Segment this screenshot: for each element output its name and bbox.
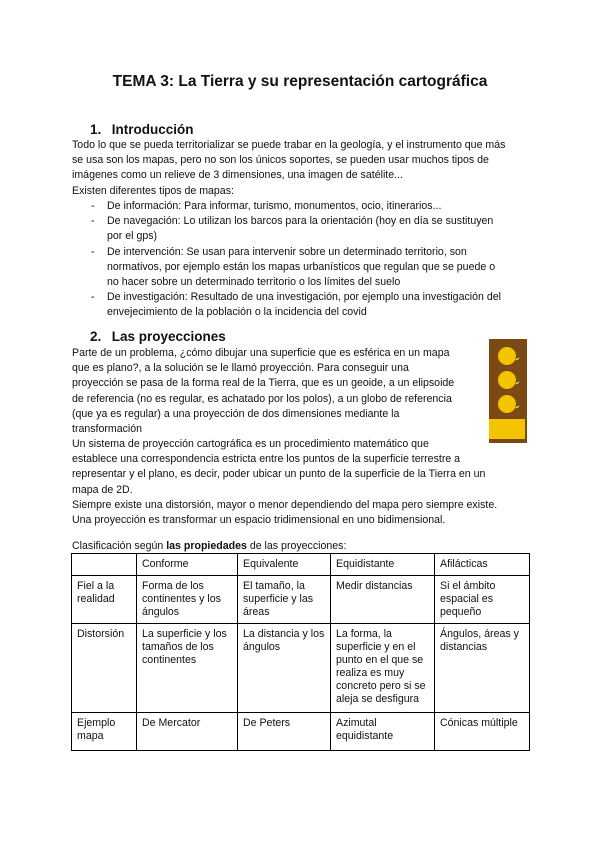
table-cell: Cónicas múltiple	[435, 713, 530, 751]
table-row	[72, 576, 530, 624]
table-cell: Azimutal equidistante	[331, 713, 435, 751]
table-header-cell: Conforme	[137, 554, 238, 576]
table-row	[72, 624, 530, 713]
section-title: Introducción	[111, 122, 194, 137]
list-intro: Existen diferentes tipos de mapas:	[72, 184, 234, 197]
table-cell: La superficie y los tamaños de los continentes	[137, 624, 238, 713]
text-line: Todo lo que se pueda territorializar se puede trabar en la geología, y el instrumento que más	[72, 139, 506, 151]
section-title: Las proyecciones	[111, 329, 226, 344]
table-cell: Si el ámbito espacial es pequeño	[435, 576, 530, 624]
table-cell: De Peters	[238, 713, 331, 751]
table-cell: Ejemplo mapa	[72, 713, 137, 751]
table-cell: Fiel a la realidad	[72, 576, 137, 624]
table-cell: La forma, la superficie y en el punto en el que se realiza es muy concreto pero si se aleja se desfigura	[331, 624, 435, 713]
table-cell: De Mercator	[137, 713, 238, 751]
section-number: 2.	[90, 329, 102, 344]
table-cell: El tamaño, la superficie y las áreas	[238, 576, 331, 624]
section-number: 1.	[90, 122, 102, 137]
table-cell: Medir distancias	[331, 576, 435, 624]
document-title: TEMA 3: La Tierra y su representación cartográfica	[112, 73, 488, 90]
text-line: imágenes como un relieve de 3 dimensiones, una imagen de satélite...	[72, 169, 403, 182]
table-header-cell: Afilácticas	[435, 554, 530, 576]
list-item: - De investigación: Resultado de una investigación, por ejemplo una investigación del envejecimiento de la población o la incidencia del covid	[91, 291, 501, 319]
projection-system-paragraph: Un sistema de proyección cartográfica es un procedimiento matemático que establece una correspondencia estricta entre los puntos de la superficie terrestre a representar y el plano, es decir, poder ubicar un punto de la superficie de la Tierra en un mapa de 2D. Siempre existe una distorsión, mayor o menor dependiendo del mapa pero siempre existe. Una proyección es transformar un espacio tridimensional en uno bidimensional.	[72, 438, 498, 527]
projection-paragraph: Parte de un problema, ¿cómo dibujar una superficie que es esférica en un mapa que es plano?, a la solución se le llamó proyección. Para conseguir una proyección se pasa de la forma real de la Tierra, que es un geoide, a un elipsoide de referencia (no es regular, es achatado por los polos), a un globo de referencia (que ya es regular) a una proyección de dos dimensiones mediante la transformación	[72, 347, 455, 436]
table-header-row	[72, 554, 530, 576]
table-row	[72, 713, 530, 751]
dash-bullet-icon: -	[91, 291, 95, 304]
list-item: - De información: Para informar, turismo, monumentos, ocio, itinerarios...	[72, 199, 527, 214]
projection-figure-icon	[487, 339, 529, 443]
text-line: se usa son los mapas, pero no son los únicos soportes, se pueden usar muchos tipos de	[72, 154, 489, 167]
table-cell: Forma de los continentes y los ángulos	[137, 576, 238, 624]
intro-paragraph	[72, 138, 527, 199]
table-header-cell: Equivalente	[238, 554, 331, 576]
section-heading-introduccion	[90, 122, 194, 137]
dash-bullet-icon: -	[91, 215, 95, 228]
table-header-cell: Equidistante	[331, 554, 435, 576]
map-types-list	[72, 199, 527, 321]
dash-bullet-icon: -	[91, 200, 95, 212]
section-heading-proyecciones	[90, 329, 226, 344]
list-item: - De navegación: Lo utilizan los barcos para la orientación (hoy en día se sustituyen por el gps)	[91, 215, 494, 243]
dash-bullet-icon: -	[91, 245, 95, 258]
table-cell: Ángulos, áreas y distancias	[435, 624, 530, 713]
table-caption: Clasificación según las propiedades de las proyecciones:	[72, 540, 347, 552]
table-cell: Distorsión	[72, 624, 137, 713]
table-header-cell	[72, 554, 137, 576]
list-item: - De intervención: Se usan para intervenir sobre un determinado territorio, son normativos, por ejemplo están los mapas urbanísticos que regulan que se puede o no hacer sobre un determinado territorio o los límites del suelo	[91, 245, 496, 289]
table-cell: La distancia y los ángulos	[238, 624, 331, 713]
projection-properties-table	[71, 553, 530, 751]
